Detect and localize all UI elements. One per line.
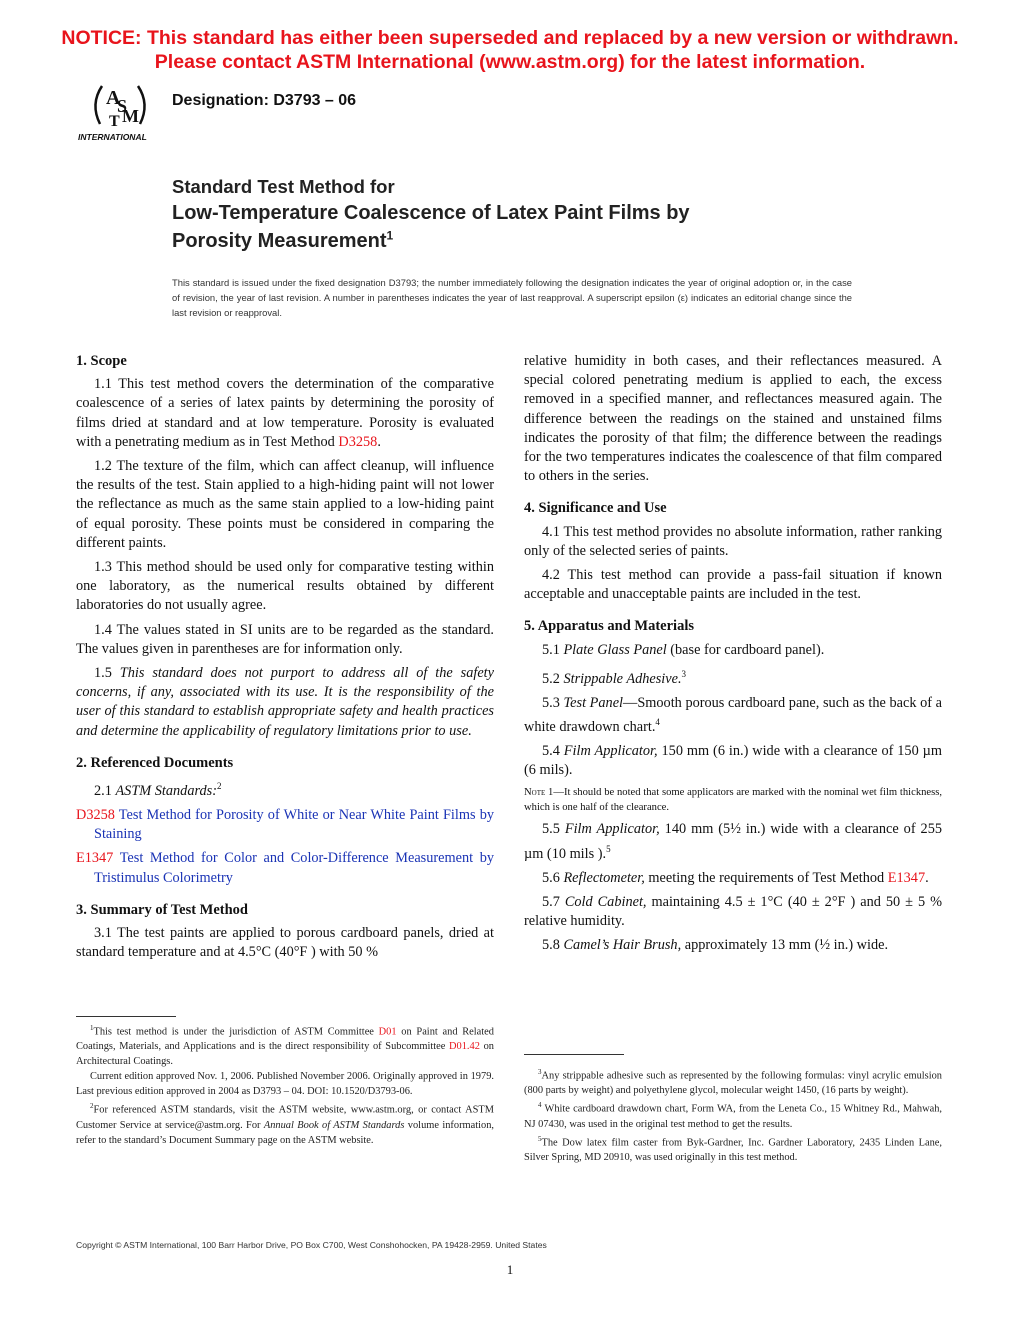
link-d01[interactable]: D01 bbox=[378, 1026, 397, 1038]
paragraph-1-2: 1.2 The texture of the film, which can affect cleanup, will influence the results of the test. Stain applied to a high-hiding paint will not lower the reflectance as much as the same stain applied to a low-hiding paint of equal porosity. These points must be considered in comparing the different paints. bbox=[76, 458, 494, 551]
svg-text:A: A bbox=[106, 87, 121, 109]
preamble: This standard is issued under the fixed designation D3793; the number immediately following the designation indicates the year of original adoption or, in the case of revision, the year of last revision. A number in parentheses indicates the year of last reapproval. A superscript epsilon (ε) indicates an editorial change since the last revision or reapproval. bbox=[172, 277, 852, 318]
footnote-4: $^4$ White cardboard drawdown chart, Form WA, from the Leneta Co., 15 Whitney Rd., Mahwah, NJ 07430, was used in the original test method to get the results. bbox=[524, 1101, 942, 1130]
title-line-3: Porosity Measurement bbox=[172, 230, 387, 252]
footnote-rule-left bbox=[76, 1016, 176, 1017]
paragraph-2-1: 2.1 ASTM Standards:$^2$ bbox=[94, 781, 222, 799]
paragraph-5-4: 5.4 Film Applicator, 150 mm (6 in.) wide with a clearance of 150 µm (6 mils). bbox=[524, 742, 942, 779]
withdrawal-notice bbox=[0, 26, 1020, 74]
note-1: Note 1—It should be noted that some applicators are marked with the nominal wet film thickness, which is one half of the clearance. bbox=[524, 787, 943, 814]
paragraph-5-3: 5.3 Test Panel—Smooth porous cardboard pane, such as the back of a white drawdown chart.$^4$ bbox=[524, 694, 942, 735]
title-line-2: Low-Temperature Coalescence of Latex Paint Films by bbox=[172, 202, 690, 224]
designation: Designation: D3793 – 06 bbox=[172, 92, 357, 109]
paragraph-5-8: 5.8 Camel’s Hair Brush, approximately 13 mm (½ in.) wide. bbox=[542, 937, 889, 954]
left-column bbox=[76, 352, 494, 967]
link-d3258[interactable]: D3258 bbox=[338, 433, 378, 450]
footnote-3: $^3$Any strippable adhesive such as represented by the following formulas: vinyl acrylic emulsion (800 parts by weight) and polyethylene glycol, molecular weight 1450, (16 parts by weight). bbox=[524, 1068, 942, 1097]
paragraph-5-1: 5.1 Plate Glass Panel (base for cardboard panel). bbox=[542, 641, 825, 658]
paragraph-5-5: 5.5 Film Applicator, 140 mm (5½ in.) wide with a clearance of 255 µm (10 mils ).$^5$ bbox=[524, 821, 942, 862]
right-column bbox=[524, 352, 942, 960]
title-footnote-mark: 1 bbox=[386, 228, 394, 243]
paragraph-4-2: 4.2 This test method can provide a pass-fail situation if known acceptable and unacceptable paints are included in the test. bbox=[524, 567, 942, 603]
footnote-5: $^5$The Dow latex film caster from Byk-Gardner, Inc. Gardner Laboratory, 2435 Linden Lane, Silver Spring, MD 20910, was used originally in this test method. bbox=[524, 1134, 942, 1164]
svg-text:T: T bbox=[109, 113, 120, 130]
notice-line-2: Please contact ASTM International (www.astm.org) for the latest information. bbox=[154, 51, 866, 73]
copyright-line: Copyright © ASTM International, 100 Barr Harbor Drive, PO Box C700, West Conshohocken, PA 19428-2959. United States bbox=[76, 1240, 547, 1250]
paragraph-3-1-continued: relative humidity in both cases, and their reflectances measured. A special colored penetrating medium is applied to each, the excess removed in a specified manner, and reflectances measured again. The difference between the readings on the stained and unstained films indicates the porosity of that film; the difference between the readings for the two temperatures indicates the coalescence of that film compared to others in the series. bbox=[524, 353, 942, 485]
paragraph-5-7: 5.7 Cold Cabinet, maintaining 4.5 ± 1°C (40 ± 2°F ) and 50 ± 5 % relative humidity. bbox=[524, 893, 942, 929]
paragraph-5-2: 5.2 Strippable Adhesive.$^3$ bbox=[542, 668, 687, 687]
svg-text:S: S bbox=[117, 96, 128, 116]
paragraph-1-1: 1.1 This test method covers the determination of the comparative coalescence of a series of latex paints by determining the porosity of films dried at standard and at low temperature. Porosity is evaluated with a penetrating medium as in Test Method D3258. bbox=[76, 376, 494, 450]
footnote-1: $^1$This test method is under the jurisdiction of ASTM Committee D01 on Paint and Related Coatings, Materials, and Applications and is the direct responsibility of Subcommittee D01.42 on Architectural Coatings. bbox=[76, 1024, 495, 1068]
paragraph-1-5: 1.5 This standard does not purport to address all of the safety concerns, if any, associated with its use. It is the responsibility of the user of this standard to establish appropriate safety and health practices and determine the applicability of regulatory limitations prior to use. bbox=[76, 665, 494, 739]
paragraph-3-1-start: 3.1 The test paints are applied to porous cardboard panels, dried at standard temperature and at 4.5°C (40°F ) with 50 % bbox=[76, 925, 494, 961]
footnotes-right bbox=[524, 1065, 942, 1165]
title-line-1: Standard Test Method for bbox=[172, 176, 395, 197]
astm-logo bbox=[78, 74, 162, 144]
section-heading-referenced-documents: 2. Referenced Documents bbox=[76, 754, 234, 771]
section-heading-apparatus: 5. Apparatus and Materials bbox=[524, 618, 694, 635]
paragraph-4-1: 4.1 This test method provides no absolute information, rather ranking only of the selected series of paints. bbox=[524, 523, 942, 559]
footnote-2: $^2$For referenced ASTM standards, visit the ASTM website, www.astm.org, or contact ASTM Customer Service at service@astm.org. For Annual Book of ASTM Standards volume information, refer to the standard’s Document Summary page on the ASTM website. bbox=[76, 1102, 494, 1146]
reference-d3258[interactable]: D3258 Test Method for Porosity of White or Near White Paint Films by Staining bbox=[76, 807, 494, 843]
document-title bbox=[172, 175, 690, 255]
logo-text: INTERNATIONAL bbox=[78, 132, 147, 142]
notice-line-1: NOTICE: This standard has either been superseded and replaced by a new version or withdrawn. bbox=[61, 27, 959, 49]
reference-e1347[interactable]: E1347 Test Method for Color and Color-Difference Measurement by Tristimulus Colorimetry bbox=[76, 850, 494, 886]
paragraph-1-3: 1.3 This method should be used only for comparative testing within one laboratory, as the numerical results obtained by different laboratories do not usually agree. bbox=[76, 559, 494, 614]
paragraph-5-6: 5.6 Reflectometer, meeting the requirements of Test Method E1347. bbox=[542, 869, 929, 886]
footnotes-left bbox=[76, 1021, 494, 1148]
paragraph-1-4: 1.4 The values stated in SI units are to be regarded as the standard. The values given in parentheses are for information only. bbox=[76, 621, 494, 657]
link-d01-42[interactable]: D01.42 bbox=[449, 1041, 480, 1053]
section-heading-significance: 4. Significance and Use bbox=[524, 500, 667, 517]
svg-text:M: M bbox=[122, 106, 139, 126]
link-e1347[interactable]: E1347 bbox=[887, 869, 926, 886]
footnote-rule-right bbox=[524, 1054, 624, 1055]
section-heading-summary: 3. Summary of Test Method bbox=[76, 901, 248, 918]
section-heading-scope: 1. Scope bbox=[76, 353, 127, 369]
page-number: 1 bbox=[506, 1262, 514, 1277]
footnote-1-edition: Current edition approved Nov. 1, 2006. Published November 2006. Originally approved in 1979. Last previous edition approved in 2004 as D3793 – 04. DOI: 10.1520/D3793-06. bbox=[76, 1071, 494, 1098]
